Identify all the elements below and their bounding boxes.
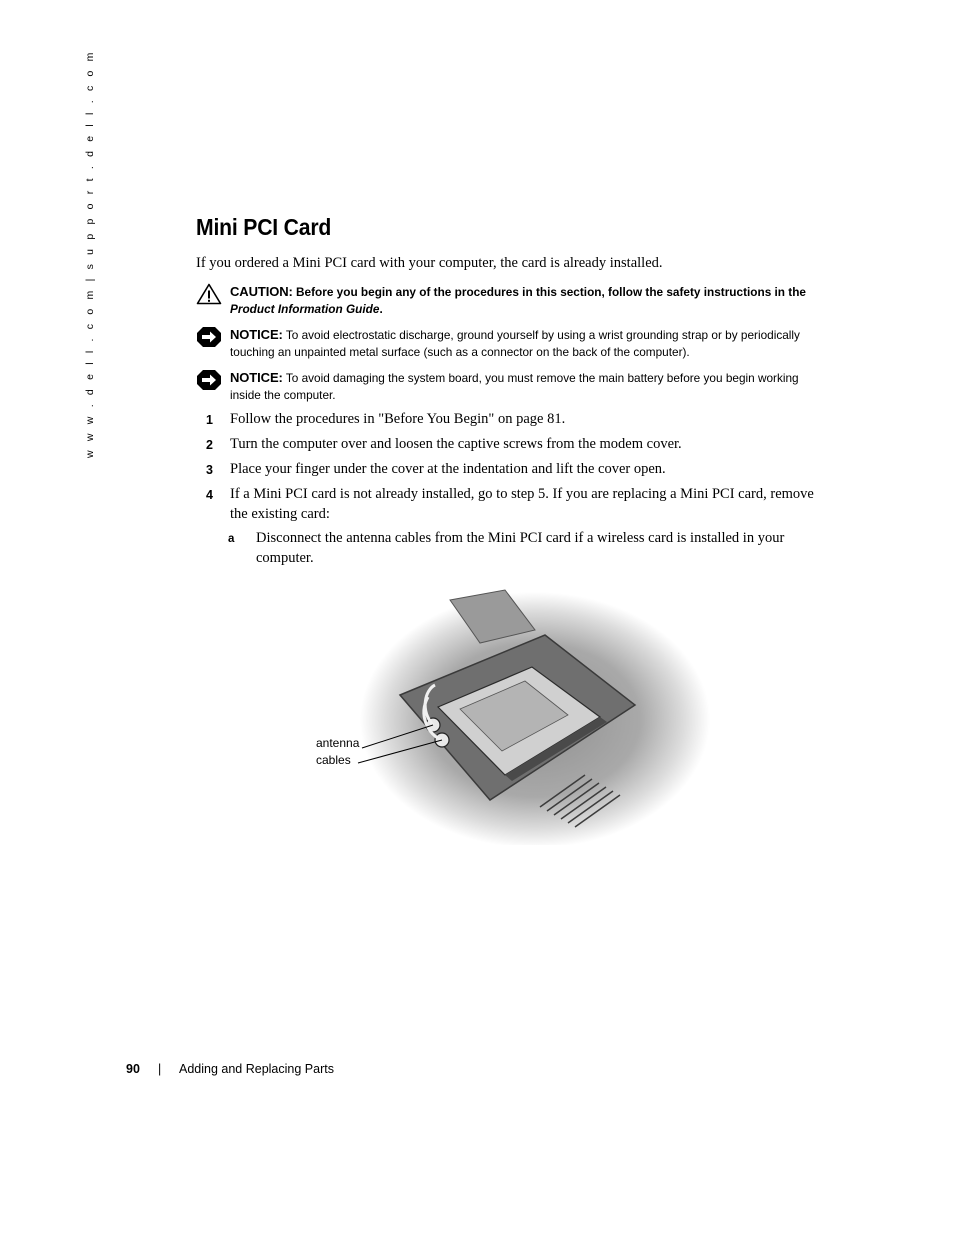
step-text: Turn the computer over and loosen the captive screws from the modem cover. [230,436,682,452]
notice-battery-text: To avoid damaging the system board, you must remove the main battery before you begin working inside the computer. [230,371,799,402]
step-4 [196,484,816,524]
intro-paragraph: If you ordered a Mini PCI card with your computer, the card is already installed. [196,255,663,271]
mini-pci-card-figure [300,585,720,845]
step-number: 1 [206,413,213,427]
step-2 [196,434,816,454]
caution-label: CAUTION: [230,284,293,299]
page-title: Mini PCI Card [196,214,332,240]
substep-letter: a [228,533,235,545]
caution-note [196,283,816,318]
notice-battery [196,369,816,404]
step-3 [196,459,816,479]
step-text: Follow the procedures in "Before You Begin" on page 81. [230,411,566,427]
caution-text: Before you begin any of the procedures in this section, follow the safety instructions in the [296,285,806,299]
callout-line-1: antenna [316,736,360,750]
step-text: Place your finger under the cover at the indentation and lift the cover open. [230,461,666,477]
side-url: w w w . d e l l . c o m | s u p p o r t . d e l l . c o m [84,49,96,458]
substep-text: Disconnect the antenna cables from the Mini PCI card if a wireless card is installed in your computer. [256,530,785,566]
caution-end: . [379,302,383,316]
caution-guide: Product Information Guide [230,302,380,316]
notice-battery-label: NOTICE: [230,370,283,385]
step-number: 3 [206,463,213,477]
footer-section-title: Adding and Replacing Parts [179,1062,334,1076]
notice-esd-text: To avoid electrostatic discharge, ground yourself by using a wrist grounding strap or by periodically touching an unpainted metal surface (such as a connector on the back of the computer). [230,328,800,359]
notice-icon [196,326,222,348]
step-number: 2 [206,438,213,452]
notice-icon [196,369,222,391]
caution-icon [196,283,222,305]
antenna-cables-callout [316,735,359,769]
step-text: If a Mini PCI card is not already installed, go to step 5. If you are replacing a Mini PCI card, remove the existing card: [230,486,814,522]
step-4a [228,528,808,568]
footer-separator: | [158,1062,162,1076]
callout-line-2: cables [316,753,351,767]
notice-esd-label: NOTICE: [230,327,283,342]
step-number: 4 [206,488,213,502]
notice-esd [196,326,816,361]
step-1 [196,409,816,429]
page-number: 90 [126,1062,140,1076]
